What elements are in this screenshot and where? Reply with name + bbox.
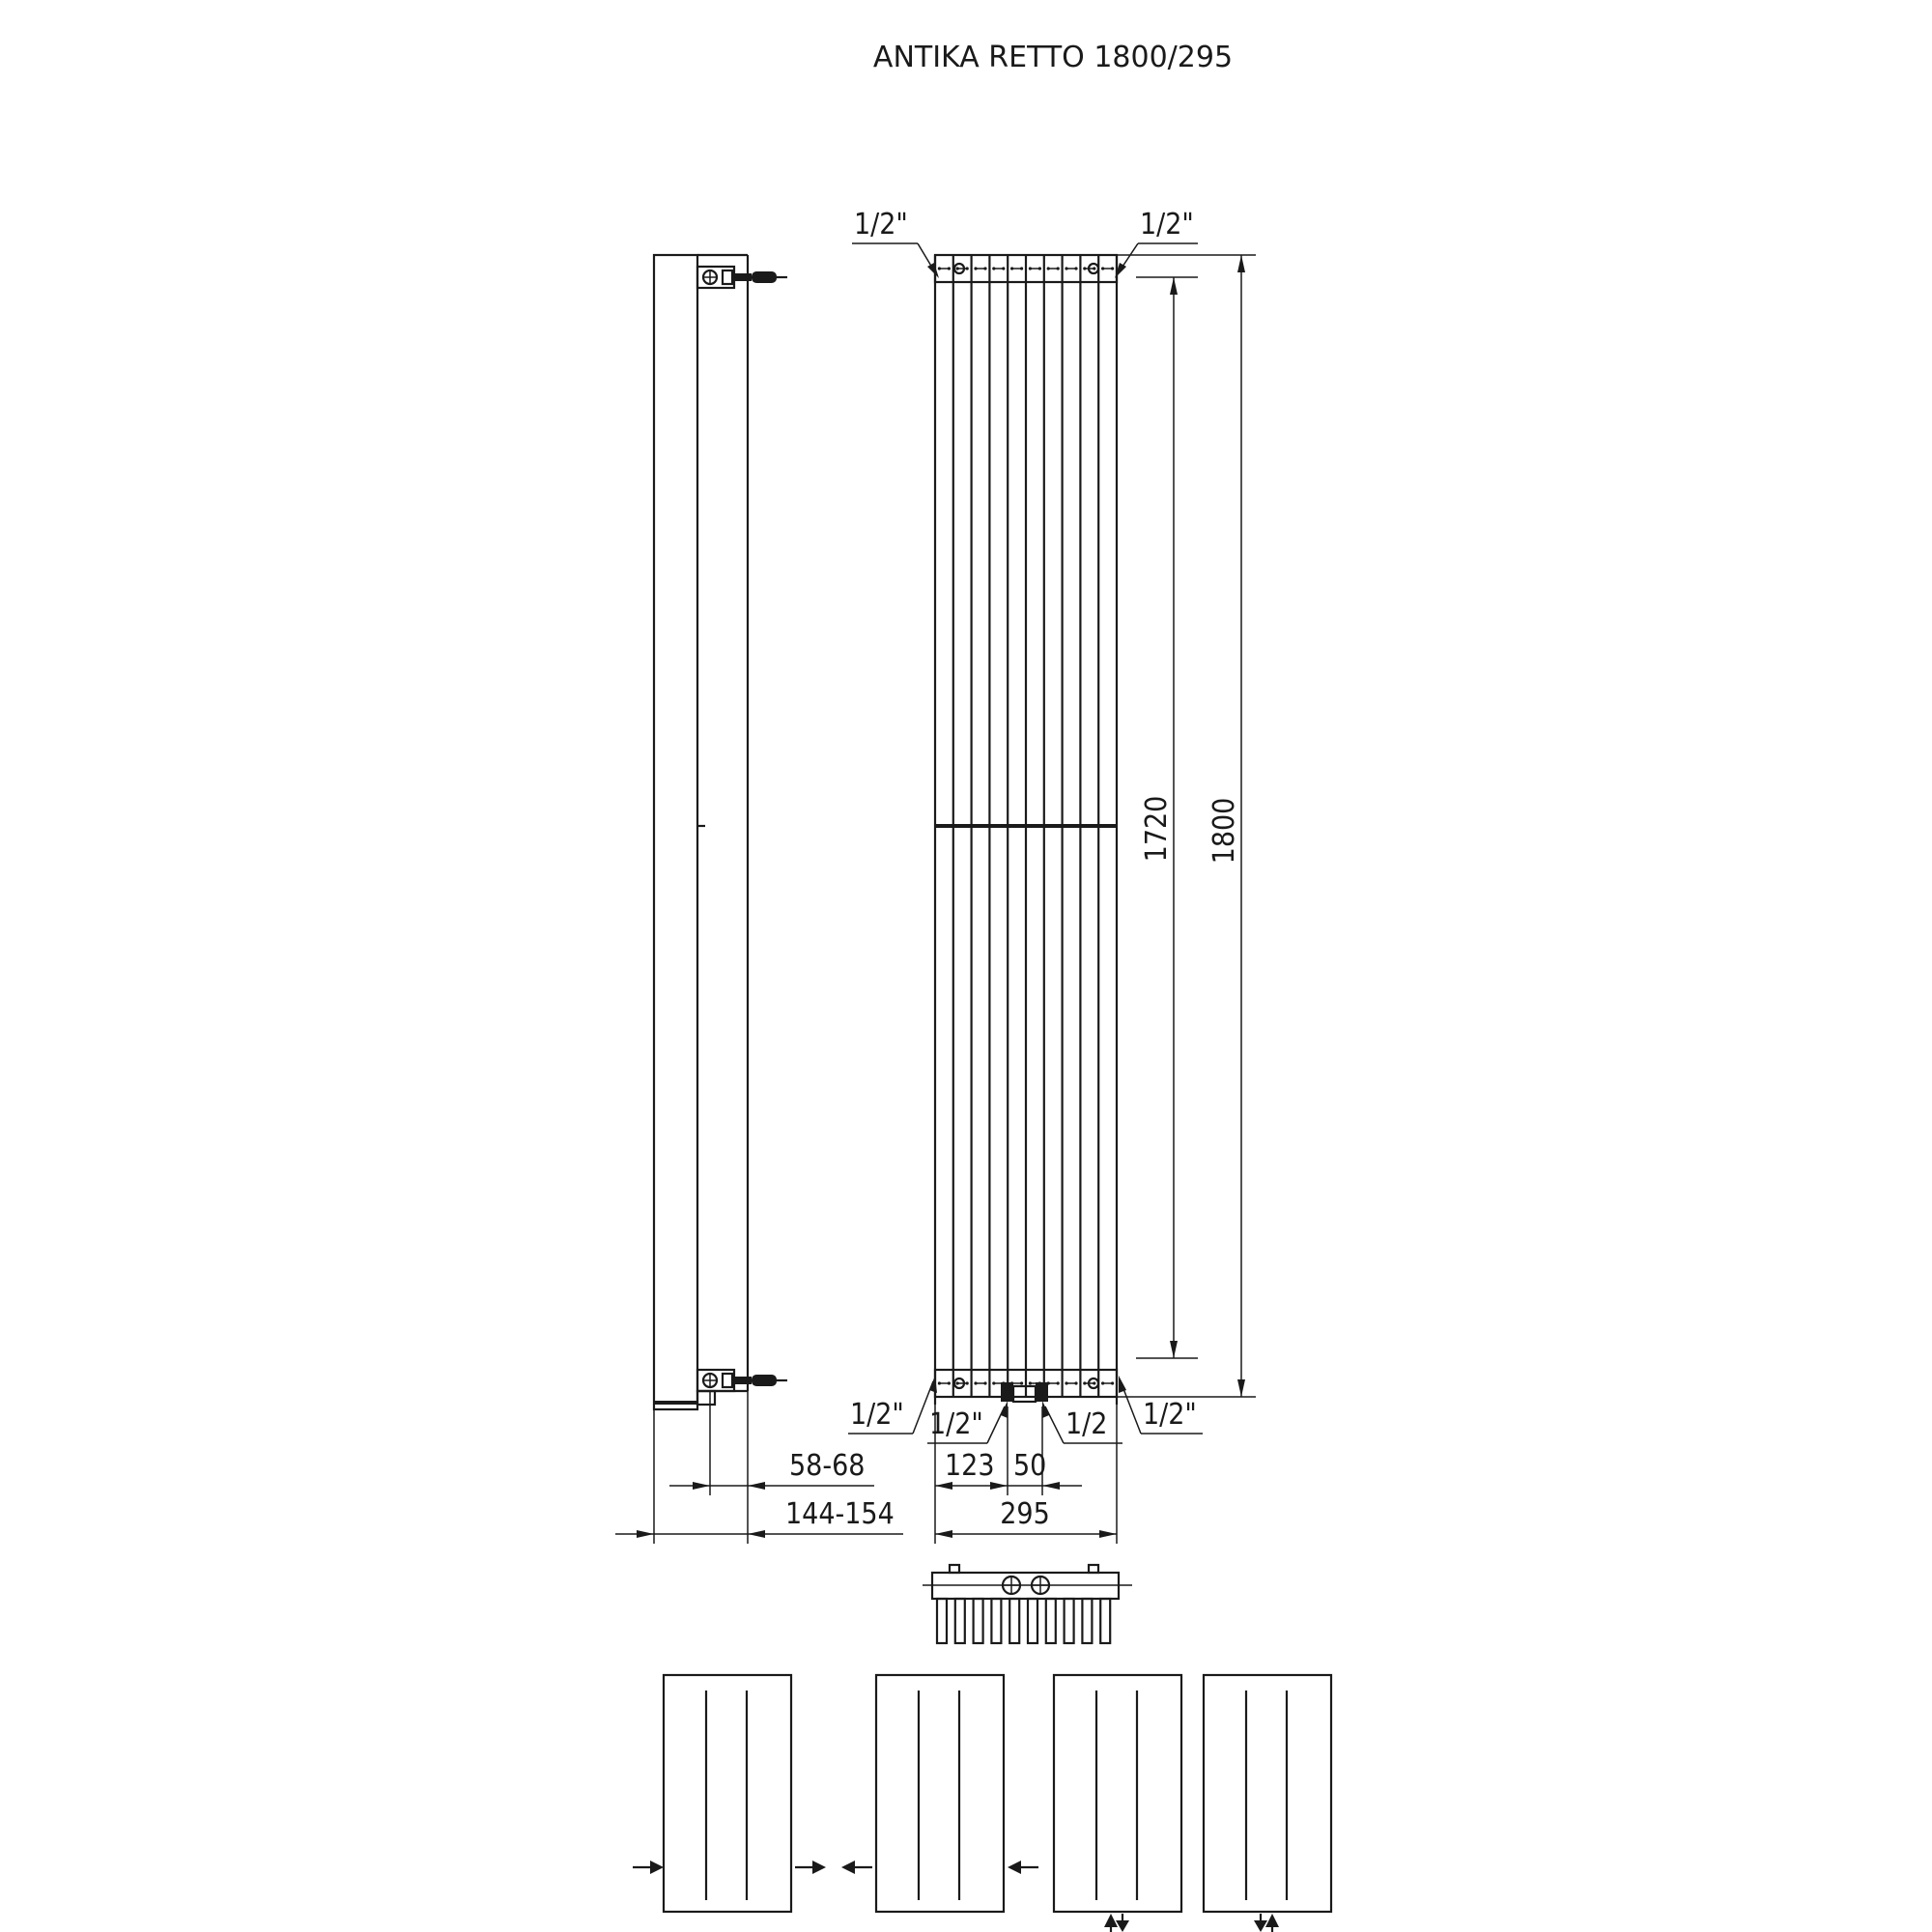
flow-arrow-out xyxy=(841,1861,855,1874)
connection-stub-left xyxy=(1001,1382,1013,1402)
flow-arrow-up xyxy=(1265,1914,1279,1927)
side-view xyxy=(615,255,903,1544)
label-connection-bottom-right: 1/2" xyxy=(1143,1398,1197,1432)
plan-tube xyxy=(1028,1599,1037,1643)
plan-tube xyxy=(937,1599,947,1643)
dimension-axis-depth: 58-68 xyxy=(789,1449,866,1483)
plan-view-tubes xyxy=(937,1599,1110,1643)
drawing-title: ANTIKA RETTO 1800/295 xyxy=(872,41,1234,74)
connection-schemes xyxy=(633,1675,1331,1932)
plan-tube xyxy=(991,1599,1001,1643)
flow-arrow-down xyxy=(1116,1920,1129,1932)
label-connection-top-right: 1/2" xyxy=(1140,208,1194,242)
scheme-side-left-to-right xyxy=(633,1675,826,1912)
scheme-bottom-right xyxy=(1204,1675,1331,1932)
wall-bracket-bottom xyxy=(697,1370,787,1405)
dimension-wall-depth: 144-154 xyxy=(785,1497,895,1531)
label-connection-bottom-center-left: 1/2" xyxy=(929,1407,983,1441)
flow-arrow-in xyxy=(1008,1861,1021,1874)
dimension-total-height: 1800 xyxy=(1208,797,1241,865)
plan-view xyxy=(923,1565,1132,1643)
scheme-side-right-to-left xyxy=(841,1675,1038,1912)
dimension-width: 295 xyxy=(1000,1497,1050,1531)
flow-arrow-down xyxy=(1254,1920,1267,1932)
flow-arrow-in xyxy=(650,1861,664,1874)
flow-arrow-up xyxy=(1104,1914,1118,1927)
plan-tube xyxy=(1065,1599,1074,1643)
label-connection-bottom-center-right: 1/2 xyxy=(1065,1407,1108,1441)
plan-tube xyxy=(1046,1599,1056,1643)
dimension-center-spacing: 50 xyxy=(1013,1449,1047,1483)
front-view xyxy=(848,208,1256,1544)
dimension-axis-height: 1720 xyxy=(1140,795,1174,863)
wall-bracket-top xyxy=(697,267,787,288)
plan-tube xyxy=(1100,1599,1110,1643)
scheme-bottom-left xyxy=(1054,1675,1181,1932)
wall-anchor-bottom xyxy=(752,1375,777,1386)
wall-anchor-top xyxy=(752,271,777,283)
plan-tube xyxy=(1082,1599,1092,1643)
plan-tube xyxy=(1009,1599,1019,1643)
plan-tube xyxy=(955,1599,965,1643)
label-connection-top-left: 1/2" xyxy=(854,208,908,242)
connection-stub-right xyxy=(1036,1382,1048,1402)
dimension-offset-left: 123 xyxy=(945,1449,995,1483)
plan-tube xyxy=(974,1599,983,1643)
side-view-front-panel xyxy=(654,255,697,1409)
label-connection-bottom-left: 1/2" xyxy=(850,1398,904,1432)
flow-arrow-out xyxy=(812,1861,826,1874)
